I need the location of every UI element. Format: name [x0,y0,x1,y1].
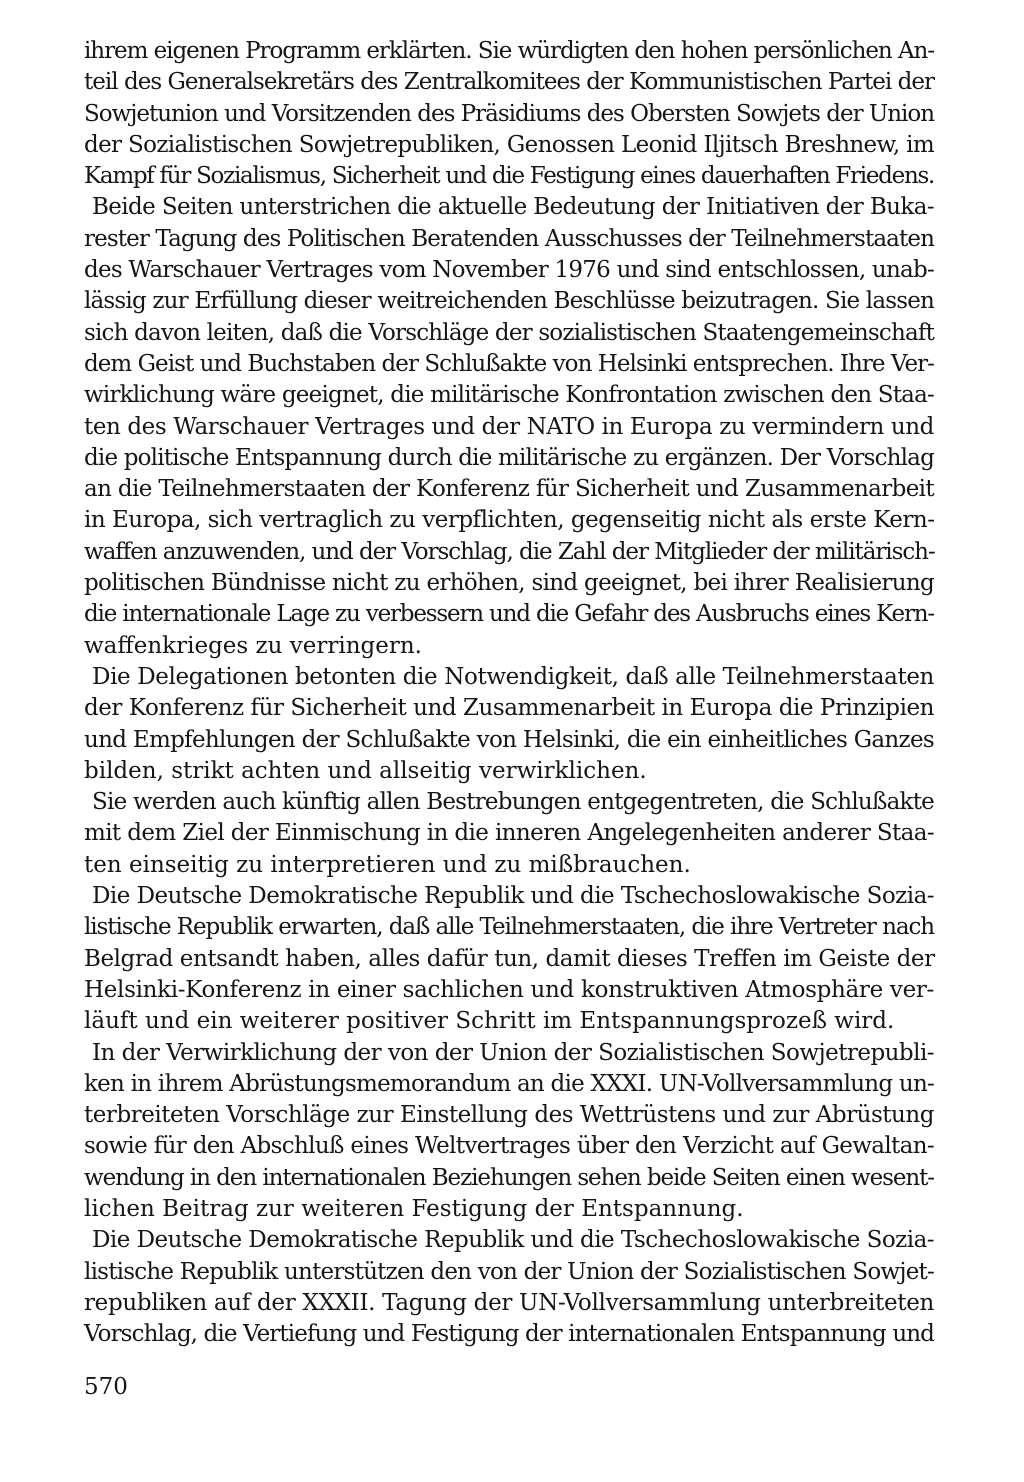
text-line: ihrem eigenen Programm erklärten. Sie würdigten den hohen persönlichen An- [84,38,935,64]
text-line: läuft und ein weiterer positiver Schritt im Entspannungsprozeß wird. [84,1008,895,1035]
text-line: republiken auf der XXXII. Tagung der UN-Vollversammlung unterbreiteten [84,1289,934,1316]
text-line: teil des Generalsekretärs des Zentralkomitees der Kommunistischen Partei der [84,69,935,96]
paragraph-start-line: Die Deutsche Demokratische Republik und die Tschechoslowakische Sozia- [92,1227,934,1254]
text-line: waffen anzuwenden, und der Vorschlag, die Zahl der Mitglieder der militärisch- [84,538,935,565]
text-line: und Empfehlungen der Schlußakte von Helsinki, die ein einheitliches Ganzes [84,726,934,753]
text-line: mit dem Ziel der Einmischung in die inneren Angelegenheiten anderer Staa- [84,820,934,847]
text-line: rester Tagung des Politischen Beratenden Ausschusses der Teilnehmerstaaten [84,225,935,252]
text-line: des Warschauer Vertrages vom November 1976 und sind entschlossen, unab- [84,257,934,284]
text-line: dem Geist und Buchstaben der Schlußakte von Helsinki entsprechen. Ihre Ver- [84,350,934,377]
document-body [84,36,934,1350]
paragraph-start-line: Die Delegationen betonten die Notwendigkeit, daß alle Teilnehmerstaaten [92,663,934,690]
text-line: der Sozialistischen Sowjetrepubliken, Genossen Leonid Iljitsch Breshnew, im [84,131,934,158]
paragraph-start-line: Sie werden auch künftig allen Bestrebungen entgegentreten, die Schlußakte [92,789,935,816]
text-line: Vorschlag, die Vertiefung und Festigung der internationalen Entspannung und [84,1321,935,1348]
text-line: in Europa, sich vertraglich zu verpflichten, gegenseitig nicht als erste Kern- [84,507,935,534]
text-line: an die Teilnehmerstaaten der Konferenz für Sicherheit und Zusammenarbeit [84,476,934,503]
text-line: bilden, strikt achten und allseitig verwirklichen. [84,757,647,784]
text-line: lichen Beitrag zur weiteren Festigung der Entspannung. [84,1195,744,1222]
text-line: die internationale Lage zu verbessern und die Gefahr des Ausbruchs eines Kern- [84,601,935,628]
text-line: Kampf für Sozialismus, Sicherheit und die Festigung eines dauerhaften Friedens. [84,163,935,190]
text-line: politischen Bündnisse nicht zu erhöhen, sind geeignet, bei ihrer Realisierung [84,570,934,597]
paragraph-start-line: In der Verwirklichung der von der Union der Sozialistischen Sowjetrepubli- [92,1039,935,1066]
text-line: Sowjetunion und Vorsitzenden des Präsidiums des Obersten Sowjets der Union [84,100,935,127]
text-line: der Konferenz für Sicherheit und Zusammenarbeit in Europa die Prinzipien [84,695,934,722]
text-line: sowie für den Abschluß eines Weltvertrages über den Verzicht auf Gewaltan- [84,1133,934,1160]
text-line: wendung in den internationalen Beziehungen sehen beide Seiten einen wesent- [84,1164,934,1191]
text-line: ten einseitig zu interpretieren und zu mißbrauchen. [84,851,691,878]
text-line: terbreiteten Vorschläge zur Einstellung des Wettrüstens und zur Abrüstung [84,1102,934,1129]
paragraph-start-line: Beide Seiten unterstrichen die aktuelle Bedeutung der Initiativen der Buka- [92,194,934,221]
text-line: sich davon leiten, daß die Vorschläge der sozialistischen Staatengemeinschaft [84,319,934,346]
text-line: die politische Entspannung durch die militärische zu ergänzen. Der Vorschlag [84,444,934,471]
text-line: wirklichung wäre geeignet, die militärische Konfrontation zwischen den Staa- [84,382,934,409]
page-number: 570 [84,1374,128,1400]
text-line: Belgrad entsandt haben, alles dafür tun, damit dieses Treffen im Geiste der [84,945,935,972]
text-line: ten des Warschauer Vertrages und der NATO in Europa zu vermindern und [84,413,934,440]
paragraph-start-line: Die Deutsche Demokratische Republik und die Tschechoslowakische Sozia- [92,883,934,910]
text-line: ken in ihrem Abrüstungsmemorandum an die XXXI. UN-Vollversammlung un- [84,1070,935,1097]
text-line: Helsinki-Konferenz in einer sachlichen und konstruktiven Atmosphäre ver- [84,976,934,1003]
text-line: waffenkrieges zu verringern. [84,632,422,659]
text-line: listische Republik erwarten, daß alle Teilnehmerstaaten, die ihre Vertreter nach [84,914,934,941]
text-line: lässig zur Erfüllung dieser weitreichenden Beschlüsse beizutragen. Sie lassen [84,288,934,315]
text-line: listische Republik unterstützen den von der Union der Sozialistischen Sowjet- [84,1258,935,1285]
